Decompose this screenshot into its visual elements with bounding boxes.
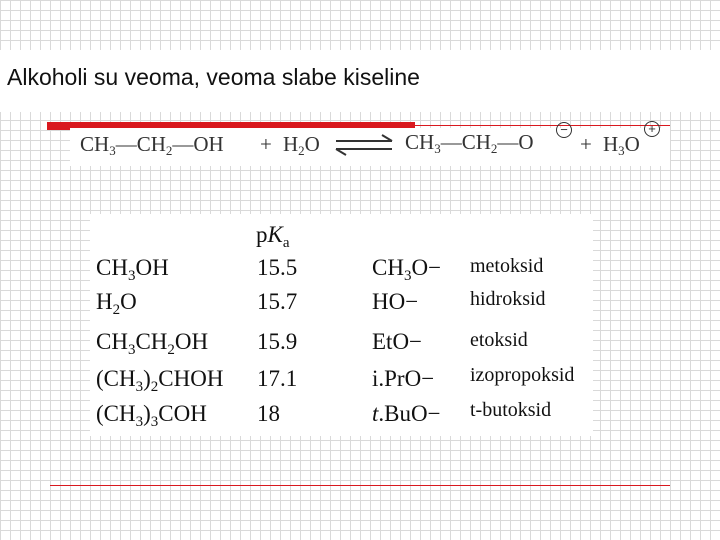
- acid-cell: $CH_3OH$: [96, 255, 169, 284]
- pka-value: 15.9: [257, 329, 298, 354]
- pka-header: $pK_a$: [256, 222, 290, 251]
- plus-sign-2: +: [580, 132, 592, 156]
- acid-cell: $CH_3CH_2OH$: [96, 329, 209, 358]
- ethanol-formula: $CH_3—CH_2—OH$: [80, 132, 224, 158]
- acid-cell: $(CH_3)_2CHOH$: [96, 366, 224, 395]
- water-formula: $H_2O$: [283, 132, 320, 158]
- hydronium-formula: $H_3O$: [603, 132, 640, 158]
- base-name: etoksid: [470, 329, 528, 351]
- base-name: izopropoksid: [470, 364, 575, 386]
- red-accent-line: [415, 125, 670, 126]
- acid-cell: $H_2O$: [96, 289, 137, 318]
- pka-value: 17.1: [257, 366, 298, 391]
- base-cell: t.BuO−: [372, 401, 441, 426]
- negative-charge-icon: −: [556, 122, 572, 138]
- bottom-red-line: [50, 485, 670, 486]
- positive-charge-icon: +: [644, 121, 660, 137]
- base-cell: EtO−: [372, 329, 423, 354]
- base-cell: $CH_3O-$: [372, 255, 442, 284]
- base-name: t-butoksid: [470, 399, 552, 421]
- base-cell: HO−: [372, 289, 419, 314]
- pka-value: 15.5: [257, 255, 298, 280]
- slide-title: Alkoholi su veoma, veoma slabe kiseline: [7, 64, 420, 90]
- ethoxide-formula: $CH_3—CH_2—O$: [405, 130, 534, 156]
- base-name: metoksid: [470, 255, 544, 277]
- pka-value: 18: [257, 401, 280, 426]
- equilibrium-arrows-icon: [332, 134, 396, 156]
- base-name: hidroksid: [470, 288, 546, 310]
- pka-value: 15.7: [257, 289, 298, 314]
- base-cell: i.PrO−: [372, 366, 435, 391]
- acid-cell: $(CH_3)_3COH$: [96, 401, 207, 430]
- plus-sign: +: [260, 132, 272, 156]
